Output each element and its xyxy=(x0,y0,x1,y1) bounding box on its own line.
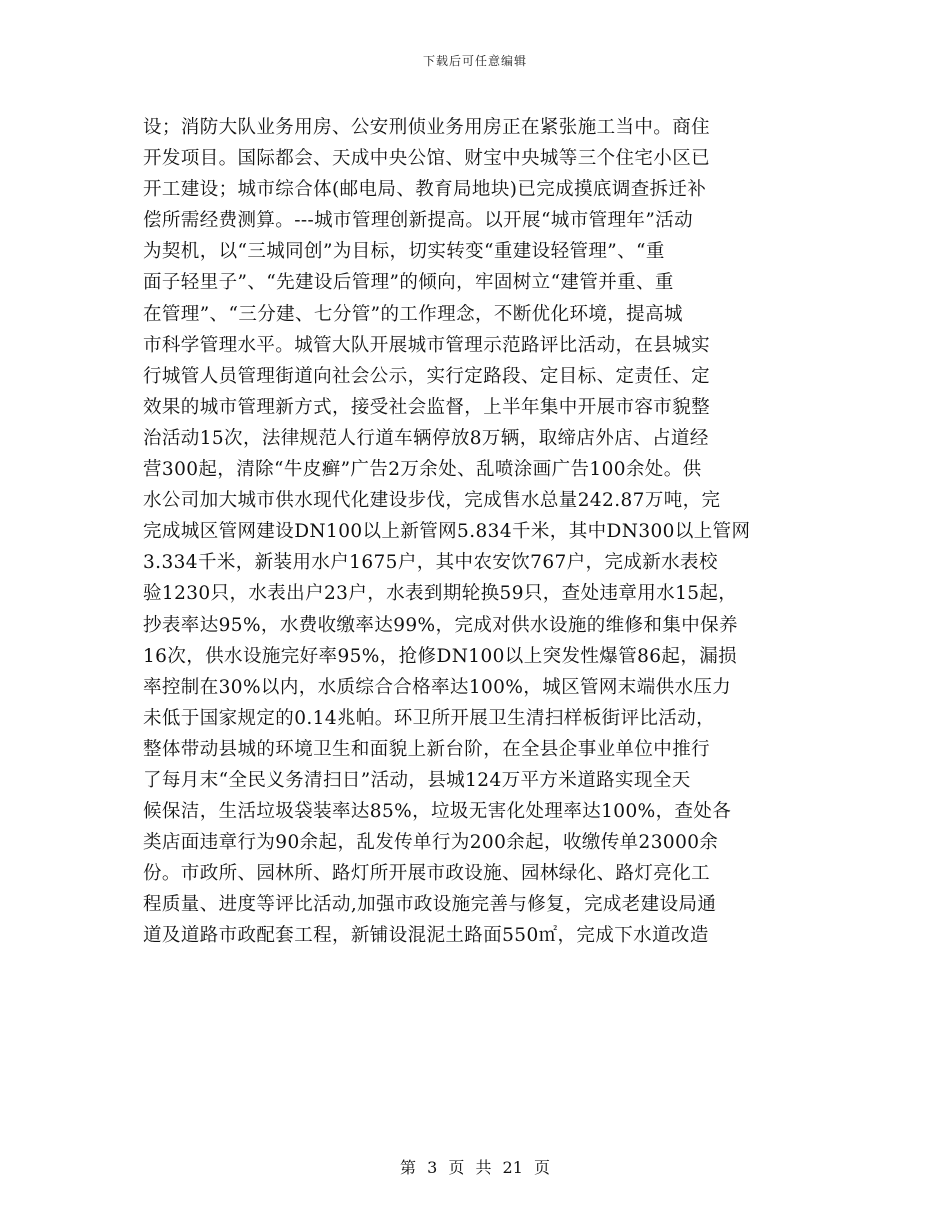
text-line: 3.334千米，新装用水户1675户，其中农安饮767户，完成新水表校 xyxy=(143,552,718,574)
body-text xyxy=(143,112,833,952)
text-line: 偿所需经费测算。---城市管理创新提高。以开展“城市管理年”活动 xyxy=(143,210,693,232)
text-line: 16次，供水设施完好率95%，抢修DN100以上突发性爆管86起，漏损 xyxy=(143,645,738,667)
text-line: 在管理”、“三分建、七分管”的工作理念，不断优化环境，提高城 xyxy=(143,303,683,325)
text-line: 完成城区管网建设DN100以上新管网5.834千米，其中DN300以上管网 xyxy=(143,521,751,543)
text-line: 未低于国家规定的0.14兆帕。环卫所开展卫生清扫样板街评比活动， xyxy=(143,707,715,729)
text-line: 程质量、进度等评比活动,加强市政设施完善与修复，完成老建设局通 xyxy=(143,894,717,916)
page-footer: 第 3 页 共 21 页 xyxy=(400,1158,550,1177)
text-line: 整体带动县城的环境卫生和面貌上新台阶，在全县企事业单位中推行 xyxy=(143,738,711,760)
text-line: 候保洁，生活垃圾袋装率达85%，垃圾无害化处理率达100%，查处各 xyxy=(143,801,732,823)
text-line: 行城管人员管理街道向社会公示，实行定路段、定目标、定责任、定 xyxy=(143,365,711,387)
text-line: 治活动15次，法律规范人行道车辆停放8万辆，取缔店外店、占道经 xyxy=(143,427,709,449)
text-line: 率控制在30%以内，水质综合合格率达100%，城区管网末端供水压力 xyxy=(143,676,732,698)
text-line: 开发项目。国际都会、天成中央公馆、财宝中央城等三个住宅小区已 xyxy=(143,148,711,170)
text-line: 类店面违章行为90余起，乱发传单行为200余起，收缴传单23000余 xyxy=(143,832,719,854)
page-header: 下载后可任意编辑 xyxy=(422,54,527,68)
text-line: 份。市政所、园林所、路灯所开展市政设施、园林绿化、路灯亮化工 xyxy=(143,863,711,885)
text-line: 设；消防大队业务用房、公安刑侦业务用房正在紧张施工当中。商住 xyxy=(143,117,711,138)
text-line: 水公司加大城市供水现代化建设步伐，完成售水总量242.87万吨，完 xyxy=(143,490,721,512)
text-line: 抄表率达95%，水费收缴率达99%，完成对供水设施的维修和集中保养 xyxy=(143,614,738,636)
text-line: 验1230只，水表出户23户，水表到期轮换59只，查处违章用水15起， xyxy=(143,583,738,605)
text-line: 了每月末“全民义务清扫日”活动，县城124万平方米道路实现全天 xyxy=(143,769,691,791)
text-line: 为契机，以“三城同创”为目标，切实转变“重建设轻管理”、“重 xyxy=(143,241,665,263)
text-line: 营300起，清除“牛皮癣”广告2万余处、乱喷涂画广告100余处。供 xyxy=(143,459,702,481)
text-line: 效果的城市管理新方式，接受社会监督，上半年集中开展市容市貌整 xyxy=(143,396,711,418)
text-line: 市科学管理水平。城管大队开展城市管理示范路评比活动，在县城实 xyxy=(143,334,711,356)
text-line: 开工建设；城市综合体(邮电局、教育局地块)已完成摸底调查拆迁补 xyxy=(143,179,707,201)
text-line: 面子轻里子”、“先建设后管理”的倾向，牢固树立“建管并重、重 xyxy=(143,272,674,294)
text-line: 道及道路市政配套工程，新铺设混泥土路面550㎡，完成下水道改造 xyxy=(143,925,709,947)
